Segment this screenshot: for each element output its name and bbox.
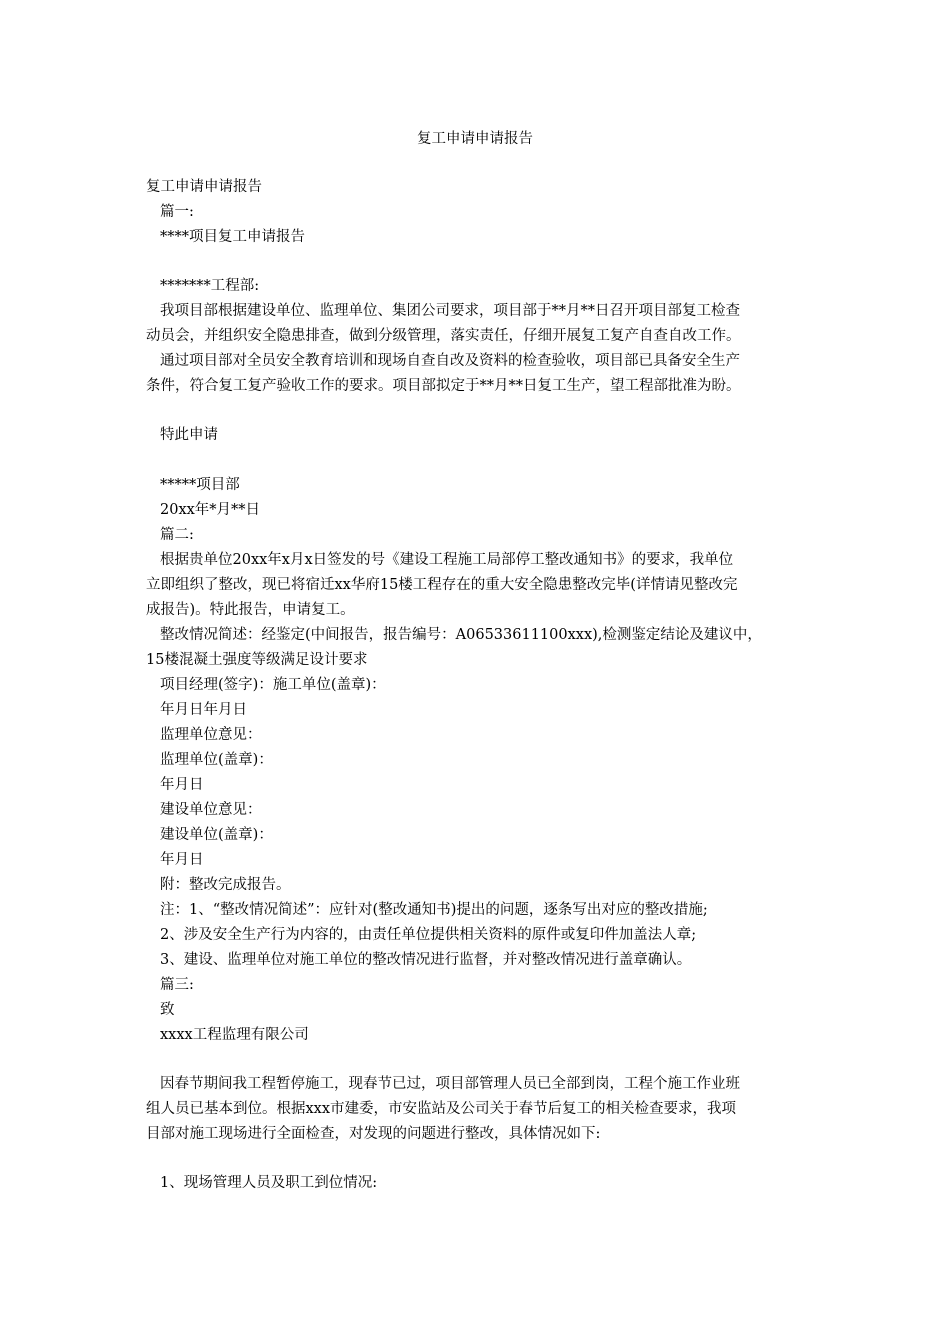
- list-item: 1、现场管理人员及职工到位情况:: [160, 1175, 378, 1191]
- note-line: 2、涉及安全生产行为内容的，由责任单位提供相关资料的原件或复印件加盖法人章;: [160, 927, 697, 943]
- note-line: 注：1、“整改情况简述”：应针对(整改通知书)提出的问题，逐条写出对应的整改措施;: [160, 902, 708, 918]
- note-line: 3、建设、监理单位对施工单位的整改情况进行监督，并对整改情况进行盖章确认。: [160, 952, 692, 968]
- request-closing: 特此申请: [160, 427, 218, 443]
- paragraph-line: 15楼混凝土强度等级满足设计要求: [146, 652, 368, 668]
- form-field-line: 监理单位(盖章)：: [160, 752, 273, 768]
- part-two-label: 篇二:: [160, 527, 194, 543]
- paragraph-line: 动员会，并组织安全隐患排查，做到分级管理，落实责任，仔细开展复工复产自查自改工作。: [146, 328, 741, 344]
- part-three-label: 篇三:: [160, 977, 194, 993]
- paragraph-line: 整改情况简述：经鉴定(中间报告，报告编号：A06533611100xxx),检测鉴定结论及建议中，: [160, 627, 762, 643]
- paragraph-line: 通过项目部对全员安全教育培训和现场自查自改及资料的检查验收，项目部已具备安全生产: [160, 353, 740, 369]
- paragraph-line: 我项目部根据建设单位、监理单位、集团公司要求，项目部于**月**日召开项目部复工检查: [160, 303, 740, 319]
- section-heading: 复工申请申请报告: [146, 179, 262, 195]
- paragraph-line: 根据贵单位20xx年x月x日签发的号《建设工程施工局部停工整改通知书》的要求，我单位: [160, 552, 734, 568]
- form-field-line: 建设单位意见：: [160, 802, 262, 818]
- signature-department: *****项目部: [160, 477, 240, 493]
- recipient-company: xxxx工程监理有限公司: [160, 1027, 309, 1043]
- form-field-line: 年月日年月日: [160, 702, 247, 718]
- salutation: 致: [160, 1002, 175, 1018]
- attachment-note: 附：整改完成报告。: [160, 877, 291, 893]
- paragraph-line: 因春节期间我工程暂停施工，现春节已过，项目部管理人员已全部到岗，工程个施工作业班: [160, 1076, 740, 1092]
- form-field-line: 项目经理(签字)：施工单位(盖章)：: [160, 677, 386, 693]
- form-field-line: 建设单位(盖章)：: [160, 827, 273, 843]
- paragraph-line: 立即组织了整改，现已将宿迁xx华府15楼工程存在的重大安全隐患整改完毕(详情请见整改完: [146, 577, 738, 593]
- form-field-line: 监理单位意见：: [160, 727, 262, 743]
- signature-date: 20xx年*月**日: [160, 502, 261, 518]
- document-title: 复工申请申请报告: [417, 131, 533, 147]
- paragraph-line: 目部对施工现场进行全面检查，对发现的问题进行整改，具体情况如下:: [146, 1126, 601, 1142]
- form-field-line: 年月日: [160, 852, 204, 868]
- form-field-line: 年月日: [160, 777, 204, 793]
- addressee: *******工程部:: [160, 278, 260, 294]
- paragraph-line: 成报告)。特此报告，申请复工。: [146, 602, 355, 618]
- paragraph-line: 条件，符合复工复产验收工作的要求。项目部拟定于**月**日复工生产，望工程部批准为盼。: [146, 378, 741, 394]
- report-subtitle: ****项目复工申请报告: [160, 229, 305, 245]
- paragraph-line: 组人员已基本到位。根据xxx市建委，市安监站及公司关于春节后复工的相关检查要求，我项: [146, 1101, 737, 1117]
- part-one-label: 篇一:: [160, 204, 194, 220]
